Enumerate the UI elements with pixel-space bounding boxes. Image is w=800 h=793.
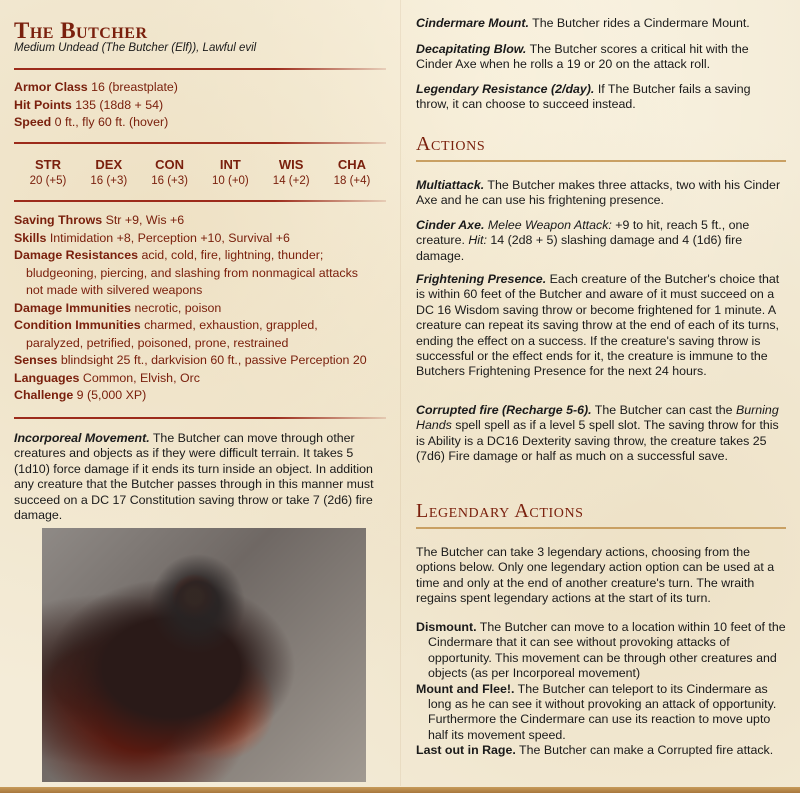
legendary-rule	[416, 527, 786, 529]
action-frightening-presence: Frightening Presence. Each creature of the Butcher's choice that is within 60 feet of the Butcher and aware of it must succeed on a DC 16 Wisdom saving throw or become frightened for 1 minute. A creature can repeat its saving throw at the end of each of its turns, ending the effect on a success. If the creature's saving throw is successful or the effect ends for it, the creature is immune to the Butchers Frightening Presence for the next 24 hours.	[416, 272, 780, 379]
ability-wis: WIS 14 (+2)	[272, 157, 310, 187]
divider	[14, 68, 386, 70]
damage-resistances: Damage Resistances acid, cold, fire, lightning, thunder;	[14, 248, 324, 262]
actions-heading: Actions	[416, 133, 486, 155]
ability-cha: CHA 18 (+4)	[333, 157, 371, 187]
divider	[14, 142, 386, 144]
challenge: Challenge 9 (5,000 XP)	[14, 388, 147, 402]
ability-dex: DEX 16 (+3)	[90, 157, 128, 187]
divider	[14, 200, 386, 202]
condition-immunities-cont: paralyzed, petrified, poisoned, prone, restrained	[26, 335, 289, 350]
trait-incorporeal: Incorporeal Movement. The Butcher can move through other creatures and objects as if they were difficult terrain. It takes 5 (1d10) force damage if it ends its turn inside an object. In addition any creature that the Butcher passes through in this manner must succeed on a DC 17 Constitution saving throw or take 7 (2d6) fire damage.	[14, 431, 374, 523]
trait-decapitating: Decapitating Blow. The Butcher scores a critical hit with the Cinder Axe when he rolls a 19 or 20 on the attack roll.	[416, 42, 749, 72]
languages: Languages Common, Elvish, Orc	[14, 370, 200, 385]
hit-points: Hit Points 135 (18d8 + 54)	[14, 97, 164, 112]
column-divider	[400, 0, 401, 786]
speed: Speed 0 ft., fly 60 ft. (hover)	[14, 115, 169, 129]
action-corrupted-fire: Corrupted fire (Recharge 5-6). The Butcher can cast the Burning Hands spell spell as if a level 5 spell slot. The saving throw for this is Ability is a DC16 Dexterity saving throw, the creature takes 25 (7d6) Fire damage or half as much on a successful save.	[416, 403, 779, 464]
legendary-mount-flee: Mount and Flee!. The Butcher can teleport to its Cindermare as long as he can see it without provoking an attack of opportunity. Furthermore the Cindermare can use its reaction to move upto half its movement speed.	[416, 681, 777, 742]
legendary-dismount: Dismount. The Butcher can move to a location within 10 feet of the Cindermare that it can see without provoking attacks of opportunity. This movement can be through other creatures and objects (as per Incorporeal movement)	[416, 620, 786, 681]
condition-immunities: Condition Immunities charmed, exhaustion, grappled,	[14, 318, 318, 332]
action-cinder-axe: Cinder Axe. Melee Weapon Attack: +9 to hit, reach 5 ft., one creature. Hit: 14 (2d8 + 5) slashing damage and 4 (1d6) fire damage.	[416, 218, 750, 263]
monster-name: The Butcher	[14, 18, 148, 43]
damage-resistances-cont: not made with silvered weapons	[26, 283, 203, 297]
trait-legendary-resistance: Legendary Resistance (2/day). If The Butcher fails a saving throw, it can choose to succeed instead.	[416, 82, 751, 112]
actions-rule	[416, 160, 786, 162]
page-bottom-border	[0, 787, 800, 793]
monster-subtitle: Medium Undead (The Butcher (Elf)), Lawful evil	[14, 42, 257, 54]
ability-str: STR 20 (+5)	[29, 157, 67, 187]
actions-header	[416, 133, 786, 162]
basic-stats	[14, 79, 386, 132]
skills: Skills Intimidation +8, Perception +10, Survival +6	[14, 230, 290, 245]
damage-immunities: Damage Immunities necrotic, poison	[14, 300, 222, 315]
saving-throws: Saving Throws Str +9, Wis +6	[14, 213, 185, 227]
legendary-last-out: Last out in Rage. The Butcher can make a Corrupted fire attack.	[416, 743, 774, 758]
legendary-intro: The Butcher can take 3 legendary actions, choosing from the options below. Only one legendary action option can be used at a time and only at the end of another creature's turn. The wraith regains spent legendary actions at the start of its turn.	[416, 545, 775, 606]
action-multiattack: Multiattack. The Butcher makes three attacks, two with his Cinder Axe and he can use his frightening presence.	[416, 178, 781, 208]
trait-mount: Cindermare Mount. The Butcher rides a Cindermare Mount.	[416, 16, 750, 30]
legendary-heading: Legendary Actions	[416, 500, 584, 522]
damage-resistances-cont: bludgeoning, piercing, and slashing from nonmagical attacks	[26, 265, 358, 280]
detail-stats	[14, 212, 386, 405]
senses: Senses blindsight 25 ft., darkvision 60 ft., passive Perception 20	[14, 353, 367, 367]
ability-int: INT 10 (+0)	[212, 157, 249, 187]
ability-scores	[14, 156, 386, 189]
legendary-header	[416, 500, 786, 529]
divider	[14, 417, 386, 419]
armor-class: Armor Class 16 (breastplate)	[14, 80, 178, 94]
legendary-list	[416, 620, 786, 759]
butcher-illustration	[42, 528, 366, 782]
ability-con: CON 16 (+3)	[151, 157, 188, 187]
